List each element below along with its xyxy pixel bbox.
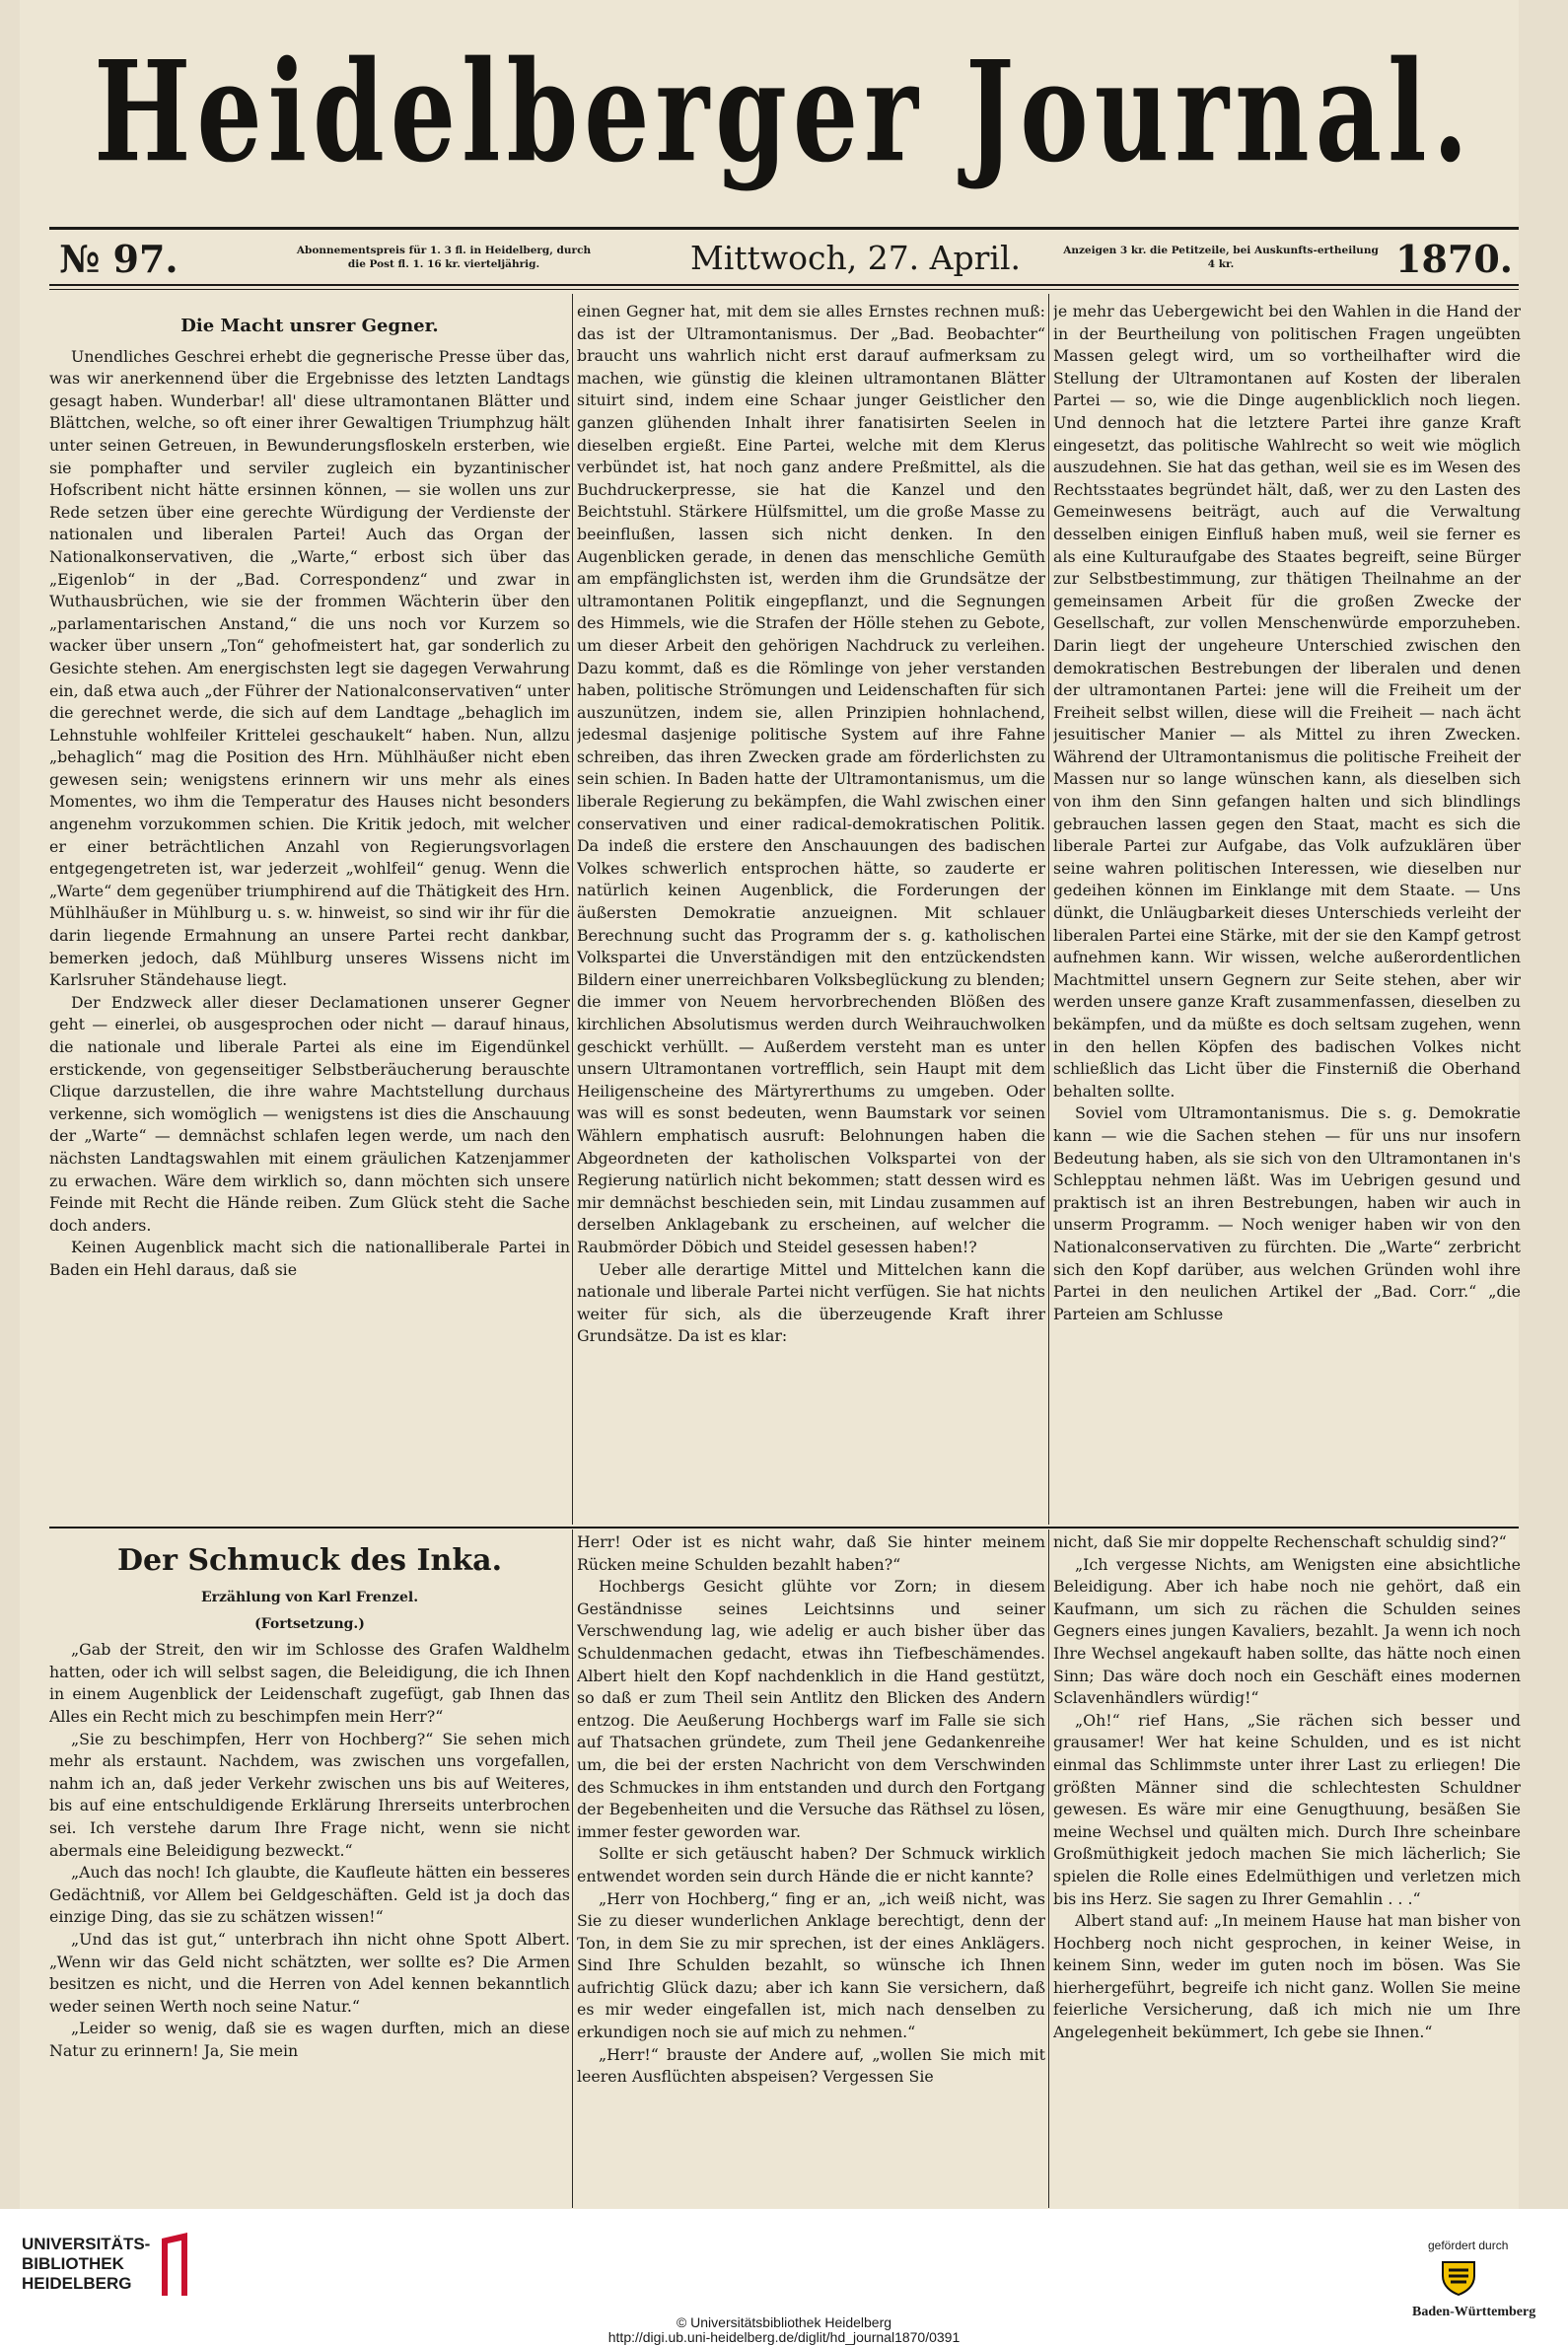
copyright-notice [0, 2315, 1568, 2345]
masthead-rule-top [49, 227, 1519, 230]
story-paragraph: „Und das ist gut,“ unterbrach ihn nicht ohne Spott Albert. „Wenn wir das Geld nicht schätzten, wer sollte es? Die Armen besitzen es nicht, und die Herren von Adel kennen bekanntlich weder seinen Werth noch seine Natur.“ [49, 1929, 570, 2016]
story-paragraph: „Herr!“ brauste der Andere auf, „wollen Sie mich mit leeren Ausflüchten abspeisen? Vergessen Sie [577, 2044, 1045, 2087]
column-divider [572, 294, 573, 1525]
section-rule [49, 1527, 1519, 1528]
article-paragraph: Keinen Augenblick macht sich die nationalliberale Partei in Baden ein Hehl daraus, daß sie [49, 1238, 570, 1279]
feuilleton-continuation: (Fortsetzung.) [254, 1615, 365, 1632]
masthead-title: Heidelberger Journal. [94, 30, 1474, 194]
article-paragraph: je mehr das Uebergewicht bei den Wahlen in die Hand der in der Beurtheilung von politischen Fragen ungeübten Massen gelegt wird, um so vortheilhafter wird die Stellung der Ultramontanen auf Kosten der liberalen Partei — so, wie die Dinge augenblicklich noch liegen. Und dennoch hat die letztere Partei ihre ganze Kraft eingesetzt, das politische Wahlrecht so weit wie möglich auszudehnen. Sie hat das gethan, weil sie es im Wesen des Rechtsstaates begründet hält, daß, wer zu den Lasten des Gemeinwesens beiträgt, auch auf die Verwaltung desselben einigen Einfluß haben muß, weil sie ferner es als eine Kulturaufgabe des Staates begreift, seine Bürger zur Selbstbestimmung, zur thätigen Theilnahme an der gemeinsamen Arbeit für die großen Zwecke der Gesellschaft, zur vollen Menschenwürde emporzuheben. Darin liegt der ungeheure Unterschied zwischen den demokratischen Bestrebungen der liberalen und denen der ultramontanen Partei: jene will die Freiheit um der Freiheit selbst willen, diese will die Freiheit — nach ächt jesuitischer Manier — als Mittel zu ihren Zwecken. Während der Ultramontanismus die politische Freiheit der Massen nur so lange wünschen kann, als dieselben sich von ihm den Sinn gefangen halten und sich blindlings gebrauchen lassen gegen den Staat, macht es sich die liberale Partei zur Aufgabe, das Volk aufzuklären über seine wahren politischen Interessen, wie dieselben nur gedeihen können im Einklange mit dem Staate. — Uns dünkt, die Unläugbarkeit dieses Unterschieds verleiht der liberalen Partei eine Stärke, mit der sie den Kampf getrost aufnehmen kann. Wir wissen, welche außerordentlichen Machtmittel unsern Gegnern zur Seite stehen, aber wir werden unsere ganze Kraft zusammenfassen, dieselben zu bekämpfen, und da müßte es doch seltsam zugehen, wenn in den hellen Köpfen des badischen Volkes nicht schließlich das Licht über die Finsterniß die Oberhand behalten sollte. [1053, 302, 1521, 1101]
article-column-2 [577, 301, 1045, 1519]
article-column-1 [49, 316, 570, 1519]
story-paragraph: Sollte er sich getäuscht haben? Der Schmuck wirklich entwendet worden sein durch Hände die er nicht kannte? [577, 1844, 1045, 1885]
permalink[interactable]: http://digi.ub.uni-heidelberg.de/diglit/hd_journal1870/0391 [607, 2329, 961, 2345]
dateline-rule [49, 284, 1519, 286]
sponsor-label: gefördert durch [1428, 2239, 1509, 2252]
story-paragraph: „Auch das noch! Ich glaubte, die Kaufleute hätten ein besseres Gedächtniß, vor Allem bei Geldgeschäften. Geld ist ja doch das einzige Ding, das sie zu schätzen wissen!“ [49, 1863, 570, 1927]
viewer-footer [0, 2209, 1568, 2346]
dateline-rule-thin [49, 289, 1519, 290]
story-paragraph: nicht, daß Sie mir doppelte Rechenschaft schuldig sind?“ [1053, 1532, 1507, 1551]
library-logo-icon[interactable] [160, 2233, 189, 2296]
story-paragraph: „Herr von Hochberg,“ fing er an, „ich weiß nicht, was Sie zu dieser wunderlichen Anklage berechtigt, denn der Ton, in dem Sie zu mir sprechen, ist der eines Anklägers. Sind Ihre Schulden bezahlt, so wünsche ich Ihnen aufrichtig Glück dazu; aber ich kann Sie versichern, daß es mir weder eingefallen ist, mich nach denselben zu erkundigen noch sie auf mich zu nehmen.“ [577, 1888, 1045, 2042]
issue-date: Mittwoch, 27. April. [690, 239, 1021, 277]
library-name-line: UNIVERSITÄTS- [22, 2235, 151, 2253]
article-paragraph: Der Endzweck aller dieser Declamationen unserer Gegner geht — einerlei, ob ausgesprochen oder nicht — darauf hinaus, die nationale und liberale Partei als eine im Eigendünkel erstickende, von gegenseitiger Selbstberäucherung berauschte Clique darzustellen, die ihre wahre Machtstellung durchaus verkenne, sich womöglich — wenigstens ist dies die Anschauung der „Warte“ — demnächst schlafen legen werde, um nach den nächsten Landtagswahlen mit einem gräulichen Katzenjammer zu erwachen. Wäre dem wirklich so, dann möchten sich unsere Feinde mit Recht die Hände reiben. Zum Glück steht die Sache doch anders. [49, 992, 570, 1235]
library-name-line: HEIDELBERG [22, 2274, 132, 2293]
article-title: Die Macht unsrer Gegner. [180, 316, 439, 336]
advertising-note: Anzeigen 3 kr. die Petitzeile, bei Auskunfts-ertheilung 4 kr. [1063, 245, 1379, 270]
column-divider [572, 1529, 573, 2208]
issue-year: 1870. [1395, 237, 1513, 281]
story-paragraph: Hochbergs Gesicht glühte vor Zorn; in diesem Geständnisse seines Leichtsinns und seiner Verschwendung lag, wie adelig er auch bisher über das Schuldenmachen gedacht, etwas ihn Tiefbeschämendes. Albert hielt den Kopf nachdenklich in die Hand gestützt, so daß er zum Theil sein Antlitz den Blicken des Andern entzog. Die Aeußerung Hochbergs warf im Falle sie sich auf Thatsachen gründete, zum Theil jene Gedankenreihe um, die bei der ersten Nachricht von dem Verschwinden des Schmuckes in ihm entstanden und durch den Fortgang der Begebenheiten und die Versuche das Räthsel zu lösen, immer fester geworden war. [577, 1577, 1045, 1841]
story-paragraph: Herr! Oder ist es nicht wahr, daß Sie hinter meinem Rücken meine Schulden bezahlt haben?“ [577, 1532, 1045, 1574]
feuilleton-author: Erzählung von Karl Frenzel. [200, 1590, 419, 1605]
article-column-3 [1053, 301, 1521, 1519]
story-paragraph: Albert stand auf: „In meinem Hause hat man bisher von Hochberg noch nicht gesprochen, in keiner Weise, in keinem Sinn, weder im guten noch im bösen. Was Sie hierhergeführt, begreife ich nicht ganz. Wollen Sie meine feierliche Versicherung, daß ich mich nie um Ihre Angelegenheit bekümmert, Ich gebe sie Ihnen.“ [1053, 1911, 1521, 2042]
story-paragraph: „Sie zu beschimpfen, Herr von Hochberg?“ Sie sehen mich mehr als erstaunt. Nachdem, was zwischen uns vorgefallen, nahm ich an, daß jeder Verkehr zwischen uns bis auf Weiteres, bis auf eine entschuldigende Erklärung Ihrerseits unterbrochen sei. Ich verstehe darum Ihre Frage nicht, wenn sie nicht abermals eine Beleidigung bezweckt.“ [49, 1729, 570, 1860]
story-paragraph: „Leider so wenig, daß sie es wagen durften, mich an diese Natur zu erinnern! Ja, Sie mein [49, 2019, 570, 2060]
feuilleton-column-2 [577, 1531, 1045, 2204]
feuilleton-column-1 [49, 1533, 570, 2204]
story-paragraph: „Oh!“ rief Hans, „Sie rächen sich besser und grausamer! Wer hat keine Schulden, und es ist nicht einmal das Schlimmste unter ihrer Last zu erliegen! Die größten Männer sind die schlechtesten Schuldner gewesen. Es wäre mir eine Genugthuung, besäßen Sie meine Wechsel und quälten mich. Durch Ihre scheinbare Großmüthigkeit jedoch machen Sie mich lächerlich; Sie spielen die Rolle eines Edelmüthigen und verletzen mich bis ins Herz. Sie sagen zu Ihrer Gemahlin . . .“ [1053, 1710, 1521, 1908]
sponsor-name: Baden-Württemberg [1412, 2305, 1536, 2319]
column-divider [1048, 294, 1049, 1525]
subscription-note: Abonnementspreis für 1. 3 fl. in Heidelberg, durch die Post fl. 1. 16 kr. vierteljährig. [296, 245, 592, 270]
feuilleton-title: Der Schmuck des Inka. [116, 1543, 503, 1578]
issue-number: № 97. [59, 237, 178, 281]
feuilleton-column-3 [1053, 1531, 1521, 2204]
article-paragraph: Unendliches Geschrei erhebt die gegnerische Presse über das, was wir anerkennend über die Ergebnisse des letzten Landtags gesagt haben. Wunderbar! all' diese ultramontanen Blätter und Blättchen, welche, so oft einer ihrer Gewaltigen Triumphzug hält unter seinen Getreuen, in Bewunderungsfloskeln ersterben, wie sie pomphafter und serviler zugleich ein byzantinischer Hofscribent nicht hätte ersinnen können, — sie wollen uns zur Rede setzen über eine gerechte Würdigung der Verdienste der nationalen und liberalen Partei! Auch das Organ der Nationalkonservativen, die „Warte,“ erbost sich über das „Eigenlob“ in der „Bad. Correspondenz“ und zwar in Wuthausbrüchen, wie sie der frommen Wächterin über den „parlamentarischen Anstand,“ die uns noch vor Kurzem so wacker über unsern „Ton“ gehofmeistert hat, gar sonderlich zu Gesichte stehen. Am energischsten legt sie dagegen Verwahrung ein, daß etwa auch „der Führer der Nationalconservativen“ unter die gerechnet werde, die sich auf dem Landtage „behaglich im Lehnstuhle wohlfeiler Krittelei geschaukelt“ haben. Nun, allzu „behaglich“ mag die Position des Hrn. Mühlhäußer nicht eben gewesen sein; wenigstens erinnern wir uns mehr als eines Momentes, wo ihm die Temperatur des Hauses nicht besonders angenehm vorzukommen schien. Die Kritik jedoch, mit welcher er einer beträchtlichen Anzahl von Regierungsvorlagen entgegengetreten ist, war jederzeit „wohlfeil“ genug. Wenn die „Warte“ dem gegenüber triumphirend auf die Thätigkeit des Hrn. Mühlhäußer in Mühlburg u. s. w. hinweist, so sind wir ihr für die darin liegende Ermahnung an unsere Partei recht dankbar, bemerken jedoch, daß Mühlburg unseres Wissens nicht im Karlsruher Ständehause liegt. [49, 346, 570, 990]
state-crest-icon [1439, 2258, 1478, 2296]
library-name-line: BIBLIOTHEK [22, 2254, 124, 2273]
article-paragraph: einen Gegner hat, mit dem sie alles Ernstes rechnen muß: das ist der Ultramontanismus. Der „Bad. Beobachter“ braucht uns wahrlich nicht erst darauf aufmerksam zu machen, wie günstig die kleinen ultramontanen Blätter situirt sind, indem eine Schaar junger Geistlicher den ganzen glühenden Inhalt ihrer fanatisirten Seelen in dieselben ergießt. Eine Partei, welche mit dem Klerus verbündet ist, hat noch ganz andere Preßmittel, als die Buchdruckerpresse, sie hat die Kanzel und den Beichtstuhl. Stärkere Hülfsmittel, um die große Masse zu beeinflußen, lassen sich nicht denken. In den Augenblicken gerade, in denen das menschliche Gemüth am empfänglichsten ist, werden ihm die Grundsätze der ultramontanen Politik eingepflanzt, und die Segnungen des Himmels, wie die Strafen der Hölle stehen zu Gebote, um dieser Arbeit den gehörigen Nachdruck zu verleihen. Dazu kommt, daß es die Römlinge von jeher verstanden haben, politische Strömungen und Leidenschaften für sich auszunützen, indem sie, allen Prinzipien hohnlachend, jedesmal dasjenige politische System auf ihre Fahne schreiben, das ihren Zwecken grade am förderlichsten zu sein schien. In Baden hatte der Ultramontanismus, um die liberale Regierung zu bekämpfen, die Wahl zwischen einer conservativen und einer radical-demokratischen Politik. Da indeß die erstere den Anschauungen des badischen Volkes schwerlich entsprochen hätte, so zauderte er natürlich keinen Augenblick, die Forderungen der äußersten Demokratie anzueignen. Mit schlauer Berechnung sucht das Programm der s. g. katholischen Volkspartei die Unverständigen mit den entzückendsten Bildern einer unerreichbaren Volksbeglückung zu blenden; die immer von Neuem hervorbrechenden Blößen des kirchlichen Absolutismus werden durch Weihrauchwolken geschickt verhüllt. — Außerdem versteht man es unter unsern Ultramontanen vortrefflich, sein Haupt mit dem Heiligenscheine des Märtyrerthums zu umgeben. Oder was will es sonst bedeuten, wenn Baumstark vor seinen Wählern emphatisch ausruft: Belohnungen haben die Abgeordneten der katholischen Volkspartei von der Regierung natürlich nicht bekommen; statt dessen wird es mir demnächst beschieden sein, mit Lindau zusammen auf derselben Anklagebank zu erscheinen, auf welcher die Raubmörder Döbich und Steidel gesessen haben!? [577, 302, 1045, 1256]
column-divider [1048, 1529, 1049, 2208]
story-paragraph: „Ich vergesse Nichts, am Wenigsten eine absichtliche Beleidigung. Aber ich habe noch nie gehört, daß ein Kaufmann, um sich zu rächen die Schulden seines Gegners eines jungen Kavaliers, bezahlt. Ja wenn ich noch Ihre Wechsel angekauft haben sollte, das hätte noch einen Sinn; Das wäre doch noch ein Geschäft eines modernen Sclavenhändlers würdig!“ [1053, 1554, 1521, 1708]
article-paragraph: Ueber alle derartige Mittel und Mittelchen kann die nationale und liberale Partei nicht verfügen. Sie hat nichts weiter für sich, als die überzeugende Kraft ihrer Grundsätze. Da ist es klar: [577, 1259, 1045, 1346]
library-name[interactable] [22, 2235, 150, 2294]
story-paragraph: „Gab der Streit, den wir im Schlosse des Grafen Waldhelm hatten, oder ich will selbst sagen, die Beleidigung, die ich Ihnen in einem Augenblick der Leidenschaft zugefügt, gab Ihnen das Alles ein Recht mich zu beschimpfen mein Herr?“ [49, 1640, 570, 1726]
copyright-text: © Universitätsbibliothek Heidelberg [676, 2314, 892, 2330]
article-paragraph: Soviel vom Ultramontanismus. Die s. g. Demokratie kann — wie die Sachen stehen — für uns nur insofern Bedeutung haben, als sie sich von den Ultramontanen in's Schlepptau nehmen läßt. Was im Uebrigen gesund und praktisch ist an ihren Bestrebungen, haben wir auch in unserm Programm. — Noch weniger haben wir von den Nationalconservativen zu fürchten. Die „Warte“ zerbricht sich den Kopf darüber, aus welchen Gründen wohl ihre Partei in den neulichen Artikel der „Bad. Corr.“ „die Parteien am Schlusse [1053, 1103, 1521, 1323]
